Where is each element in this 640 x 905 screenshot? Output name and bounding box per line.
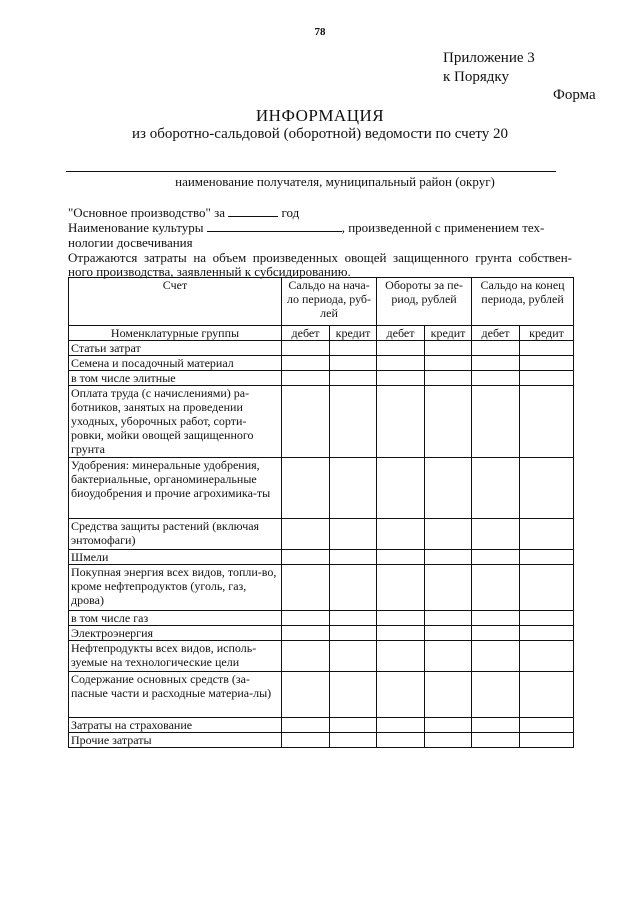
table-cell[interactable] (330, 458, 377, 519)
year-blank (228, 206, 278, 217)
subheader-credit: кредит (425, 326, 472, 341)
table-cell[interactable] (282, 626, 330, 641)
crop-name-line (68, 220, 544, 236)
header-turnover: Обороты за пе-риод, рублей (377, 278, 472, 326)
table-cell[interactable] (520, 356, 574, 371)
table-cell[interactable] (282, 386, 330, 458)
table-cell[interactable] (520, 611, 574, 626)
table-cell[interactable] (520, 550, 574, 565)
table-row (69, 672, 574, 718)
table-row (69, 356, 574, 371)
header-closing-balance: Сальдо на конец периода, рублей (472, 278, 574, 326)
subheader-credit: кредит (330, 326, 377, 341)
appendix-line-2: к Порядку (443, 69, 509, 85)
table-row (69, 641, 574, 672)
table-cell[interactable] (330, 519, 377, 550)
table-row (69, 371, 574, 386)
table-cell[interactable] (377, 371, 425, 386)
table-cell[interactable] (377, 565, 425, 611)
table-cell[interactable] (520, 733, 574, 748)
table-cell[interactable] (425, 626, 472, 641)
costs-line-1: Отражаются затраты на объем произведенных овощей защищенного грунта собствен- (68, 250, 572, 265)
table-cell[interactable] (425, 565, 472, 611)
table-row (69, 458, 574, 519)
table-cell[interactable] (377, 550, 425, 565)
appendix-line-1: Приложение 3 (443, 50, 535, 66)
table-row (69, 733, 574, 748)
table-cell[interactable] (472, 733, 520, 748)
table-cell[interactable] (282, 550, 330, 565)
table-cell[interactable] (330, 386, 377, 458)
row-label: Содержание основных средств (за-пасные части и расходные материа-лы) (69, 672, 282, 718)
table-cell[interactable] (472, 718, 520, 733)
table-cell[interactable] (425, 611, 472, 626)
table-cell[interactable] (330, 356, 377, 371)
table-cell[interactable] (282, 641, 330, 672)
row-label: Шмели (69, 550, 282, 565)
table-cell[interactable] (472, 386, 520, 458)
table-cell[interactable] (472, 458, 520, 519)
table-cell[interactable] (520, 672, 574, 718)
recipient-caption: наименование получателя, муниципальный район (округ) (175, 174, 495, 189)
production-prefix: "Основное производство" за (68, 205, 225, 220)
table-cell[interactable] (377, 672, 425, 718)
form-label: Форма (553, 87, 596, 103)
costs-line-2: ного производства, заявленный к субсидированию. (68, 264, 351, 279)
table-cell[interactable] (330, 733, 377, 748)
row-label: Затраты на страхование (69, 718, 282, 733)
table-cell[interactable] (472, 341, 520, 356)
table-cell[interactable] (425, 718, 472, 733)
crop-line-2: нологии досвечивания (68, 235, 193, 250)
table-cell[interactable] (520, 626, 574, 641)
table-row (69, 718, 574, 733)
table-cell[interactable] (425, 386, 472, 458)
table-cell[interactable] (330, 611, 377, 626)
table-cell[interactable] (425, 550, 472, 565)
table-cell[interactable] (377, 611, 425, 626)
subheader-debit: дебет (282, 326, 330, 341)
table-row (69, 626, 574, 641)
table-cell[interactable] (377, 386, 425, 458)
table-cell[interactable] (425, 733, 472, 748)
table-cell[interactable] (330, 626, 377, 641)
table-cell[interactable] (377, 641, 425, 672)
table-cell[interactable] (282, 718, 330, 733)
table-row (69, 519, 574, 550)
table-cell[interactable] (520, 341, 574, 356)
subheader-credit: кредит (520, 326, 574, 341)
table-cell[interactable] (425, 371, 472, 386)
table-cell[interactable] (520, 565, 574, 611)
table-cell[interactable] (520, 641, 574, 672)
subheader-debit: дебет (377, 326, 425, 341)
table-cell[interactable] (282, 458, 330, 519)
crop-prefix: Наименование культуры (68, 220, 204, 235)
document-title: ИНФОРМАЦИЯ (255, 106, 385, 125)
row-label: Семена и посадочный материал (69, 356, 282, 371)
table-cell[interactable] (377, 718, 425, 733)
table-cell[interactable] (377, 458, 425, 519)
table-cell[interactable] (472, 641, 520, 672)
page-number: 78 (314, 26, 326, 38)
subheader-groups: Номенклатурные группы (69, 326, 282, 341)
table-header-row (69, 278, 574, 326)
table-cell[interactable] (472, 371, 520, 386)
table-cell[interactable] (425, 519, 472, 550)
table-cell[interactable] (520, 718, 574, 733)
table-cell[interactable] (282, 341, 330, 356)
table-cell[interactable] (520, 458, 574, 519)
row-label: Удобрения: минеральные удобрения, бактериальные, органоминеральные биоудобрения и прочие агрохимика-ты (69, 458, 282, 519)
table-cell[interactable] (282, 356, 330, 371)
table-cell[interactable] (282, 733, 330, 748)
table-cell[interactable] (377, 626, 425, 641)
row-label: Статьи затрат (69, 341, 282, 356)
table-row (69, 341, 574, 356)
turnover-table (68, 277, 574, 748)
table-cell[interactable] (425, 672, 472, 718)
table-cell[interactable] (425, 641, 472, 672)
row-label: Средства защиты растений (включая энтомофаги) (69, 519, 282, 550)
row-label: Электроэнергия (69, 626, 282, 641)
table-cell[interactable] (330, 672, 377, 718)
table-cell[interactable] (472, 672, 520, 718)
table-cell[interactable] (282, 371, 330, 386)
header-account: Счет (69, 278, 282, 326)
table-row (69, 550, 574, 565)
table-cell[interactable] (472, 611, 520, 626)
header-opening-balance: Сальдо на нача-ло периода, руб-лей (282, 278, 377, 326)
table-cell[interactable] (377, 519, 425, 550)
table-cell[interactable] (282, 672, 330, 718)
table-row (69, 611, 574, 626)
table-subheader-row (69, 326, 574, 341)
table-cell[interactable] (282, 519, 330, 550)
row-label: в том числе элитные (69, 371, 282, 386)
table-cell[interactable] (425, 458, 472, 519)
crop-suffix: , произведенной с применением тех- (341, 220, 545, 235)
table-cell[interactable] (520, 519, 574, 550)
table-cell[interactable] (472, 356, 520, 371)
table-cell[interactable] (472, 550, 520, 565)
row-label: Оплата труда (с начислениями) ра-ботников, занятых на проведении уходных, уборочных работ, сорти-ровки, мойки овощей защищенного грунта (69, 386, 282, 458)
table-cell[interactable] (472, 519, 520, 550)
table-cell[interactable] (330, 565, 377, 611)
production-suffix: год (281, 205, 300, 220)
table-cell[interactable] (472, 626, 520, 641)
table-cell[interactable] (282, 565, 330, 611)
table-cell[interactable] (330, 341, 377, 356)
table-cell[interactable] (425, 356, 472, 371)
subheader-debit: дебет (472, 326, 520, 341)
table-cell[interactable] (330, 550, 377, 565)
table-cell[interactable] (377, 341, 425, 356)
table-row (69, 565, 574, 611)
row-label: в том числе газ (69, 611, 282, 626)
recipient-blank-line (66, 171, 556, 172)
table-cell[interactable] (377, 733, 425, 748)
production-year-line (68, 205, 299, 221)
crop-blank (207, 221, 342, 232)
table-cell[interactable] (282, 611, 330, 626)
table-cell[interactable] (425, 341, 472, 356)
table-cell[interactable] (520, 371, 574, 386)
document-subtitle: из оборотно-сальдовой (оборотной) ведомости по счету 20 (132, 126, 508, 142)
table-cell[interactable] (330, 641, 377, 672)
table-cell[interactable] (520, 386, 574, 458)
row-label: Покупная энергия всех видов, топли-во, кроме нефтепродуктов (уголь, газ, дрова) (69, 565, 282, 611)
row-label: Прочие затраты (69, 733, 282, 748)
table-cell[interactable] (472, 565, 520, 611)
row-label: Нефтепродукты всех видов, исполь-зуемые на технологические цели (69, 641, 282, 672)
table-cell[interactable] (377, 356, 425, 371)
table-cell[interactable] (330, 718, 377, 733)
table-row (69, 386, 574, 458)
table-cell[interactable] (330, 371, 377, 386)
